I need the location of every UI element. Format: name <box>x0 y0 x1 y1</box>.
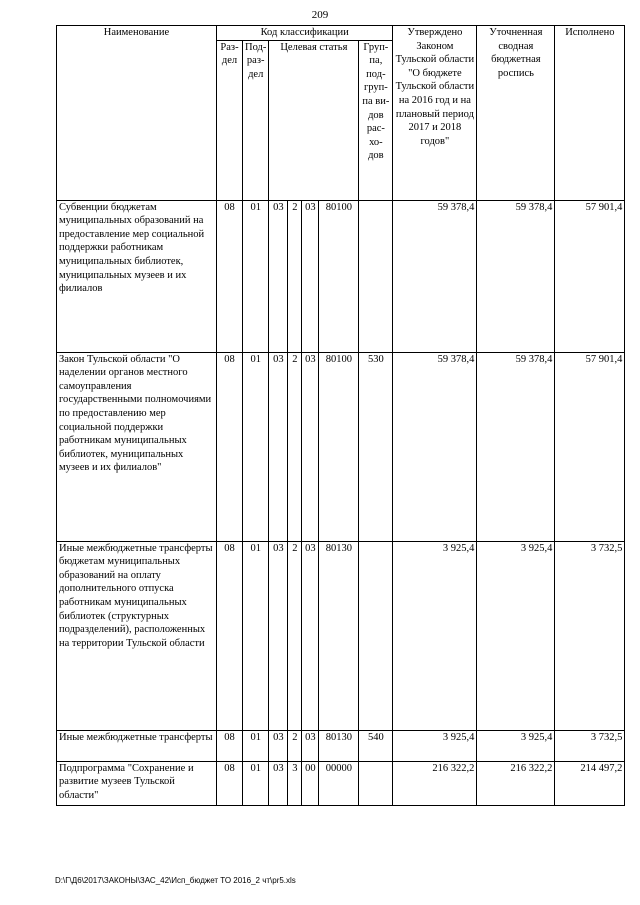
row-cs-subprogram: 2 <box>288 200 302 352</box>
table-row <box>57 761 625 805</box>
row-executed: 3 732,5 <box>555 730 625 761</box>
row-vid <box>359 200 393 352</box>
row-cs-program: 03 <box>269 541 288 730</box>
row-razdel: 08 <box>217 761 243 805</box>
row-cs-event: 03 <box>302 730 319 761</box>
row-name: Иные межбюджетные трансферты бюджетам муниципальных образований на оплату дополнительного отпуска работникам муниципальных библиотек (структурных подразделений), расположенных на территории Тульской области <box>57 541 217 730</box>
row-approved: 3 925,4 <box>393 541 477 730</box>
header-approved: Утверждено Законом Тульской области "О бюджете Тульской области на 2016 год и на плановый период 2017 и 2018 годов" <box>393 26 477 201</box>
row-razdel: 08 <box>217 200 243 352</box>
row-name: Субвенции бюджетам муниципальных образований на предоставление мер социальной поддержки работникам муниципальных библиотек, муниципальных музеев и их филиалов <box>57 200 217 352</box>
row-cs-event: 03 <box>302 200 319 352</box>
row-refined: 3 925,4 <box>477 730 555 761</box>
row-cs-direction: 80100 <box>319 352 359 541</box>
row-executed: 57 901,4 <box>555 352 625 541</box>
header-classification: Код классификации <box>217 26 393 41</box>
row-cs-event: 03 <box>302 352 319 541</box>
row-cs-direction: 80130 <box>319 541 359 730</box>
row-vid <box>359 541 393 730</box>
header-executed: Исполнено <box>555 26 625 201</box>
row-cs-subprogram: 2 <box>288 541 302 730</box>
row-executed: 214 497,2 <box>555 761 625 805</box>
row-refined: 59 378,4 <box>477 200 555 352</box>
row-cs-subprogram: 2 <box>288 730 302 761</box>
row-cs-event: 00 <box>302 761 319 805</box>
header-refined: Уточненная сводная бюджетная роспись <box>477 26 555 201</box>
file-path-footer: D:\Г\Д6\2017\ЗАКОНЫ\ЗАС_42\Исп_бюджет ТО 2016_2 чт\pr5.xls <box>55 876 296 885</box>
row-cs-subprogram: 3 <box>288 761 302 805</box>
row-approved: 3 925,4 <box>393 730 477 761</box>
row-vid <box>359 761 393 805</box>
table-row <box>57 541 625 730</box>
header-target-article: Целевая статья <box>269 40 359 200</box>
row-approved: 59 378,4 <box>393 352 477 541</box>
row-cs-direction: 80130 <box>319 730 359 761</box>
row-razdel: 08 <box>217 730 243 761</box>
budget-execution-table <box>56 25 625 806</box>
row-cs-program: 03 <box>269 352 288 541</box>
table-row <box>57 352 625 541</box>
header-razdel: Раз-дел <box>217 40 243 200</box>
row-cs-direction: 80100 <box>319 200 359 352</box>
row-executed: 57 901,4 <box>555 200 625 352</box>
row-podrazdel: 01 <box>243 352 269 541</box>
row-approved: 216 322,2 <box>393 761 477 805</box>
header-vid-group: Груп-па, под-груп-па ви-дов рас-хо-дов <box>359 40 393 200</box>
row-vid: 530 <box>359 352 393 541</box>
header-name: Наименование <box>57 26 217 201</box>
row-name: Подпрограмма "Сохранение и развитие музеев Тульской области" <box>57 761 217 805</box>
row-approved: 59 378,4 <box>393 200 477 352</box>
row-cs-direction: 00000 <box>319 761 359 805</box>
row-cs-program: 03 <box>269 730 288 761</box>
row-vid: 540 <box>359 730 393 761</box>
row-refined: 3 925,4 <box>477 541 555 730</box>
header-row-1 <box>57 26 625 41</box>
row-podrazdel: 01 <box>243 761 269 805</box>
row-razdel: 08 <box>217 352 243 541</box>
row-cs-event: 03 <box>302 541 319 730</box>
row-name: Закон Тульской области "О наделении органов местного самоуправления государственными полномочиями по предоставлению мер социальной поддержки работникам муниципальных библиотек, муниципальных музеев и их филиалов" <box>57 352 217 541</box>
row-podrazdel: 01 <box>243 730 269 761</box>
header-podrazdel: Под-раз-дел <box>243 40 269 200</box>
row-cs-subprogram: 2 <box>288 352 302 541</box>
table-row <box>57 730 625 761</box>
row-name: Иные межбюджетные трансферты <box>57 730 217 761</box>
row-cs-program: 03 <box>269 761 288 805</box>
table-row <box>57 200 625 352</box>
row-cs-program: 03 <box>269 200 288 352</box>
row-refined: 216 322,2 <box>477 761 555 805</box>
row-executed: 3 732,5 <box>555 541 625 730</box>
row-podrazdel: 01 <box>243 200 269 352</box>
row-razdel: 08 <box>217 541 243 730</box>
row-podrazdel: 01 <box>243 541 269 730</box>
page-number: 209 <box>311 9 329 21</box>
row-refined: 59 378,4 <box>477 352 555 541</box>
